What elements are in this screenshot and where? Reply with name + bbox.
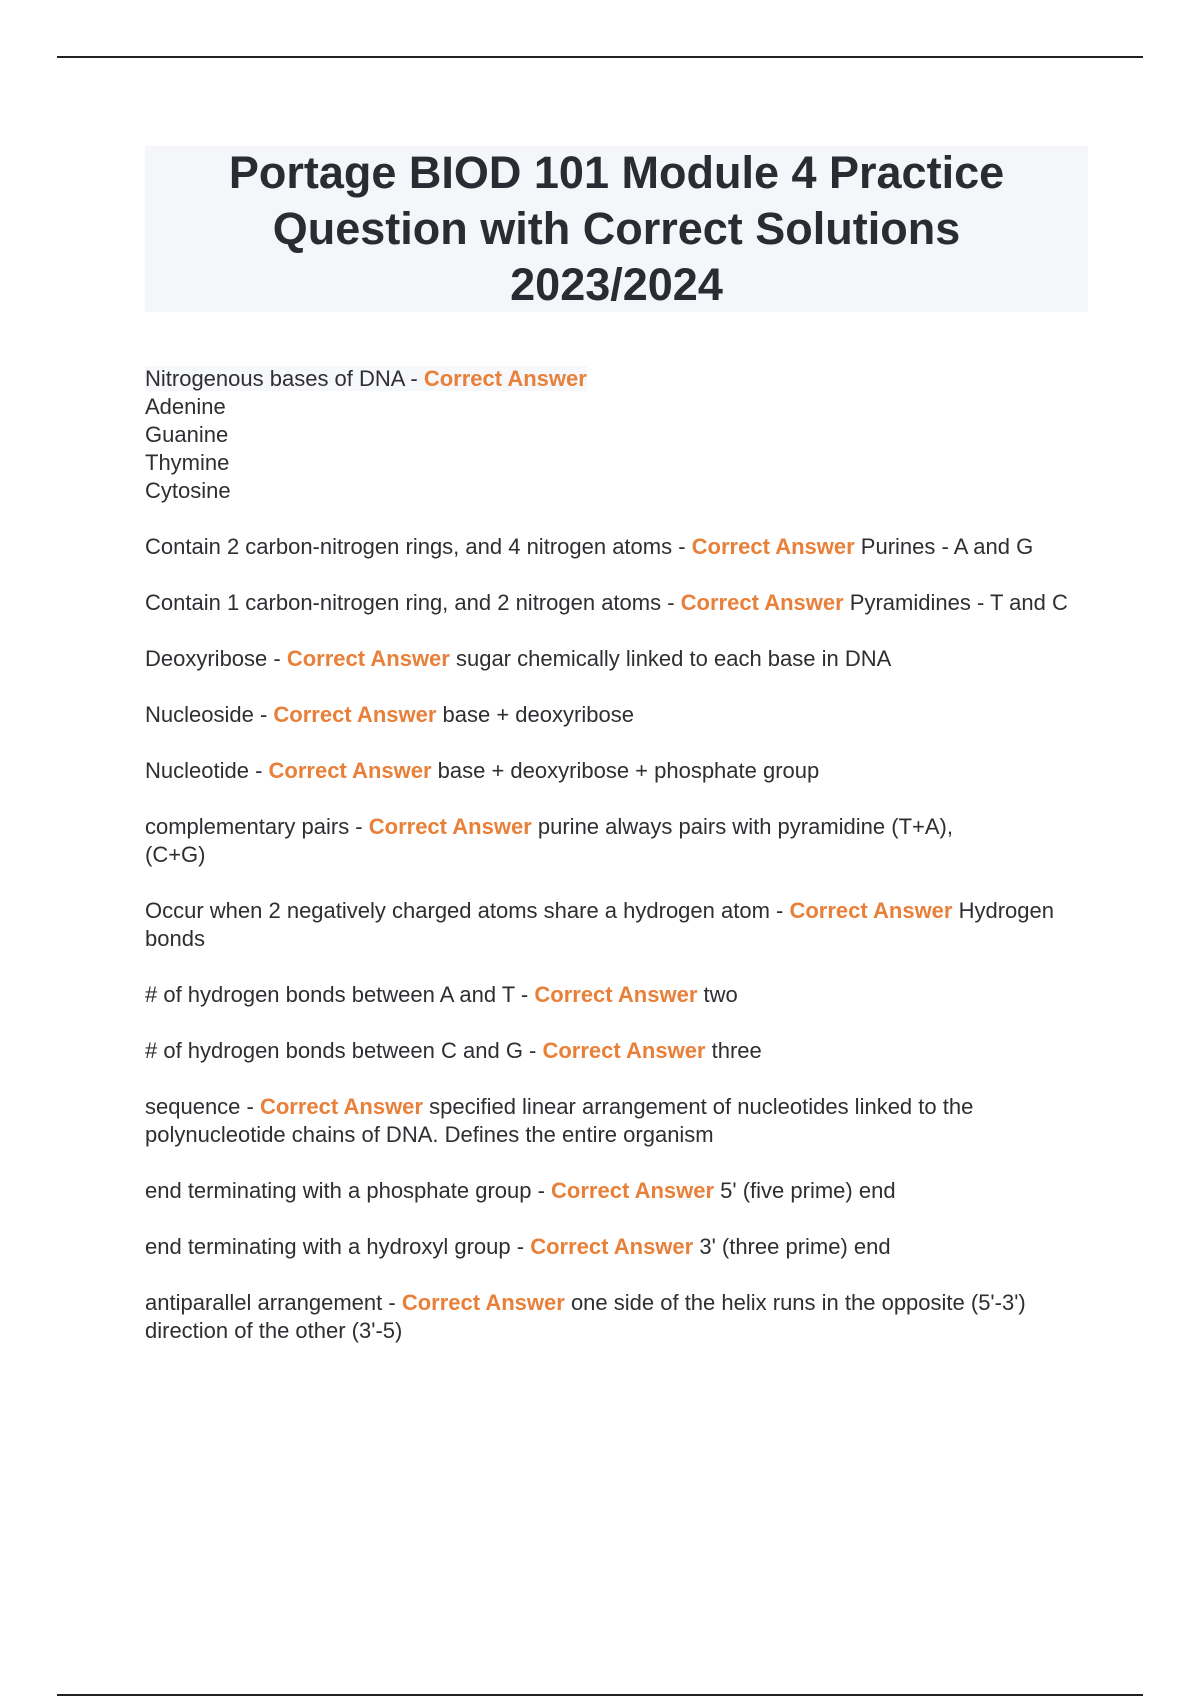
- question-text: Nucleoside -: [145, 702, 274, 727]
- correct-answer-label: Correct Answer: [401, 1290, 565, 1315]
- answer-text: Purines - A and G: [854, 534, 1034, 559]
- question-text: end terminating with a phosphate group -: [145, 1178, 552, 1203]
- question-text: Contain 1 carbon-nitrogen ring, and 2 nitrogen atoms -: [145, 590, 681, 615]
- qa-item-4: [145, 645, 1090, 673]
- correct-answer-label: Correct Answer: [368, 814, 532, 839]
- answer-text: three: [705, 1038, 762, 1063]
- answer-text: Pyramidines - T and C: [843, 590, 1068, 615]
- title-box: [145, 146, 1088, 312]
- question-text: complementary pairs -: [145, 814, 369, 839]
- correct-answer-label: Correct Answer: [423, 366, 587, 391]
- top-rule: [57, 56, 1143, 58]
- answer-text: sugar chemically linked to each base in DNA: [449, 646, 892, 671]
- question-text: # of hydrogen bonds between A and T -: [145, 982, 535, 1007]
- qa-item-7: [145, 813, 965, 869]
- qa-item-2: [145, 533, 1090, 561]
- answer-text: two: [697, 982, 738, 1007]
- bottom-rule: [57, 1694, 1143, 1696]
- qa-item-8: [145, 897, 1090, 953]
- qa-item-10: [145, 1037, 1090, 1065]
- qa-item-1: [145, 365, 1090, 505]
- answer-text: base + deoxyribose + phosphate group: [431, 758, 820, 783]
- answer-line: Guanine: [145, 422, 229, 447]
- qa-item-5: [145, 701, 1090, 729]
- qa-list: [145, 365, 1090, 1373]
- correct-answer-label: Correct Answer: [259, 1094, 423, 1119]
- answer-text: 3' (three prime) end: [693, 1234, 891, 1259]
- qa-item-9: [145, 981, 1090, 1009]
- correct-answer-label: Correct Answer: [534, 982, 698, 1007]
- qa-item-13: [145, 1233, 1090, 1261]
- question-text: antiparallel arrangement -: [145, 1290, 402, 1315]
- correct-answer-label: Correct Answer: [268, 758, 432, 783]
- answer-text: specified linear arrangement of nucleotides linked to the polynucleotide chains of DNA. Defines the entire organism: [145, 1094, 974, 1147]
- correct-answer-label: Correct Answer: [789, 898, 953, 923]
- question-text: # of hydrogen bonds between C and G -: [145, 1038, 543, 1063]
- answer-text: 5' (five prime) end: [714, 1178, 896, 1203]
- question-text: end terminating with a hydroxyl group -: [145, 1234, 531, 1259]
- answer-line: Thymine: [145, 450, 230, 475]
- answer-text: Hydrogen bonds: [145, 898, 1054, 951]
- answer-text: base + deoxyribose: [436, 702, 634, 727]
- qa-item-12: [145, 1177, 1090, 1205]
- answer-line: Adenine: [145, 394, 226, 419]
- correct-answer-label: Correct Answer: [542, 1038, 706, 1063]
- question-text: Contain 2 carbon-nitrogen rings, and 4 nitrogen atoms -: [145, 534, 692, 559]
- correct-answer-label: Correct Answer: [680, 590, 844, 615]
- correct-answer-label: Correct Answer: [551, 1178, 715, 1203]
- question-text: Occur when 2 negatively charged atoms share a hydrogen atom -: [145, 898, 790, 923]
- qa-item-14: [145, 1289, 1090, 1345]
- question-text: Nitrogenous bases of DNA -: [145, 366, 424, 391]
- answer-text: one side of the helix runs in the opposite (5'-3') direction of the other (3'-5): [145, 1290, 1026, 1343]
- correct-answer-label: Correct Answer: [273, 702, 437, 727]
- answer-line: Cytosine: [145, 478, 231, 503]
- document-title: Portage BIOD 101 Module 4 Practice Question with Correct Solutions 2023/2024: [228, 147, 1005, 310]
- correct-answer-label: Correct Answer: [530, 1234, 694, 1259]
- qa-item-11: [145, 1093, 1090, 1149]
- question-text: Deoxyribose -: [145, 646, 287, 671]
- correct-answer-label: Correct Answer: [691, 534, 855, 559]
- answer-text: purine always pairs with pyramidine (T+A), (C+G): [145, 814, 953, 867]
- question-text: Nucleotide -: [145, 758, 269, 783]
- correct-answer-label: Correct Answer: [286, 646, 450, 671]
- qa-item-3: [145, 589, 1090, 617]
- qa-item-6: [145, 757, 1090, 785]
- question-text: sequence -: [145, 1094, 260, 1119]
